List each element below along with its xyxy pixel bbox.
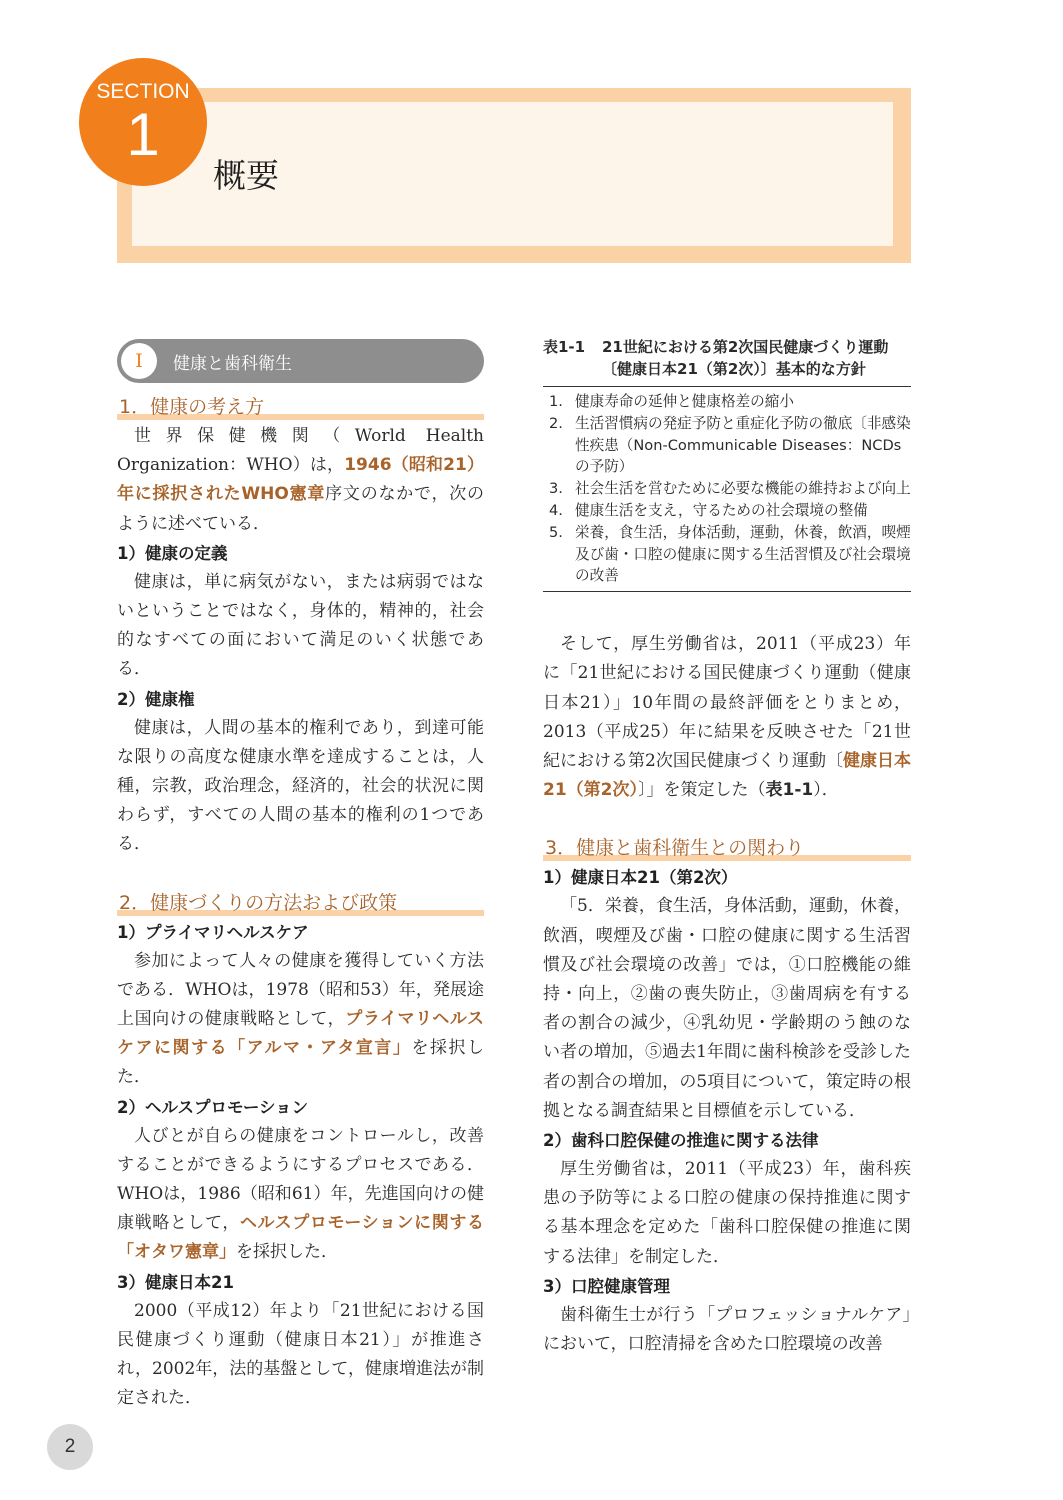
policy-table [543, 386, 911, 592]
table-title: 21世紀における第2次国民健康づくり運動〔健康日本21（第2次）〕基本的な方針 [602, 338, 889, 378]
chapter-pill [117, 339, 484, 383]
paragraph: 厚生労働省は，2011（平成23）年，歯科疾患の予防等による口腔の健康の保持推進に関する基本理念を定めた「歯科口腔保健の推進に関する法律」を制定した． [543, 1159, 911, 1267]
subheading-health-right: 2）健康権 [117, 689, 195, 709]
page-title: 概要 [213, 156, 279, 195]
chapter-number: I [121, 343, 157, 379]
paragraph: 世界保健機関（World Health Organization：WHO）は，1946（昭和21）年に採択されたWHO憲章序文のなかで，次のように述べている． [117, 426, 484, 534]
table-row: 1. 健康寿命の延伸と健康格差の縮小 [549, 393, 794, 410]
subheading-dental-law: 2）歯科口腔保健の推進に関する法律 [543, 1131, 819, 1151]
section-number: 1 [126, 101, 160, 168]
table-row: 5. 栄養，食生活，身体活動，運動，休養，飲酒，喫煙及び歯・口腔の健康に関する生活習慣及び社会環境の改善 [549, 523, 911, 585]
heading-health-concept: 1．健康の考え方 [117, 392, 484, 422]
table-row: 4. 健康生活を支え，守るための社会環境の整備 [549, 501, 868, 519]
section-badge [79, 58, 207, 186]
paragraph: 健康は，人間の基本的権利であり，到達可能な限りの高度な健康水準を達成することは，人種，宗教，政治理念，経済的，社会的状況に関わらず，すべての人間の基本的権利の1つである． [117, 717, 484, 855]
heading-health-policy: 2．健康づくりの方法および政策 [117, 888, 484, 918]
paragraph: 参加によって人々の健康を獲得していく方法である．WHOは，1978（昭和53）年，発展途上国向けの健康戦略として，プライマリヘルスケアに関する「アルマ・アタ宣言」を採択した． [117, 950, 484, 1088]
subheading-kenko-nippon-21: 3）健康日本21 [117, 1272, 234, 1292]
table-id: 表1-1 [543, 338, 586, 356]
highlight-who-charter: 1946（昭和21）年に採択されたWHO憲章 [117, 455, 484, 505]
highlight-alma-ata: プライマリヘルスケアに関する「アルマ・アタ宣言」 [117, 1009, 484, 1059]
subheading-health-definition: 1）健康の定義 [117, 543, 228, 563]
highlight-kenko-nippon-21-2: 健康日本21（第2次） [543, 750, 911, 801]
chapter-label: 健康と歯科衛生 [173, 354, 292, 374]
paragraph: 2000（平成12）年より「21世紀における国民健康づくり運動（健康日本21）」が推進され，2002年，法的基盤として，健康増進法が制定された． [117, 1300, 484, 1409]
paragraph: 「5．栄養，食生活，身体活動，運動，休養，飲酒，喫煙及び歯・口腔の健康に関する生活習慣及び社会環境の改善」では，①口腔機能の維持・向上，②歯の喪失防止，③歯周病を有する者の割合の減少，④乳幼児・学齢期のう蝕のない者の増加，⑤過去1年間に歯科検診を受診した者の割合の増加，の5項目について，策定時の根拠となる調査結果と目標値を示している． [543, 896, 911, 1121]
left-column [117, 339, 484, 1413]
paragraph: 人びとが自らの健康をコントロールし，改善することができるようにするプロセスである．WHOは，1986（昭和61）年，先進国向けの健康戦略として，ヘルスプロモーションに関する「オタワ憲章」を採択した． [117, 1125, 484, 1263]
subheading-health-promotion: 2）ヘルスプロモーション [117, 1097, 309, 1117]
subheading-oral-health-management: 3）口腔健康管理 [543, 1276, 670, 1296]
paragraph: 健康は，単に病気がない，または病弱ではないということではなく，身体的，精神的，社会的なすべての面において満足のいく状態である． [117, 571, 484, 680]
paragraph: そして，厚生労働省は，2011（平成23）年に「21世紀における国民健康づくり運動（健康日本21）」10年間の最終評価をとりまとめ，2013（平成25）年に結果を反映させた「21世紀における第2次国民健康づくり運動〔健康日本21（第2次）〕」を策定した（表1-1）． [543, 634, 911, 801]
subheading-kenko-nippon-21-2: 1）健康日本21（第2次） [543, 868, 738, 888]
page-number: 2 [47, 1424, 93, 1470]
table-caption [543, 336, 911, 380]
table-reference: 表1-1 [765, 780, 814, 801]
paragraph: 歯科衛生士が行う「プロフェッショナルケア」において，口腔清掃を含めた口腔環境の改善 [543, 1304, 911, 1355]
subheading-primary-health-care: 1）プライマリヘルスケア [117, 922, 309, 942]
table-row: 2. 生活習慣病の発症予防と重症化予防の徹底〔非感染性疾患（Non-Communicable Diseases：NCDsの予防） [549, 414, 911, 476]
highlight-ottawa-charter: ヘルスプロモーションに関する「オタワ憲章」 [117, 1213, 484, 1263]
heading-dental-hygiene: 3．健康と歯科衛生との関わり [543, 833, 911, 863]
section-word: SECTION [96, 80, 190, 103]
table-row: 3. 社会生活を営むために必要な機能の維持および向上 [549, 480, 911, 498]
right-column [543, 336, 911, 1359]
